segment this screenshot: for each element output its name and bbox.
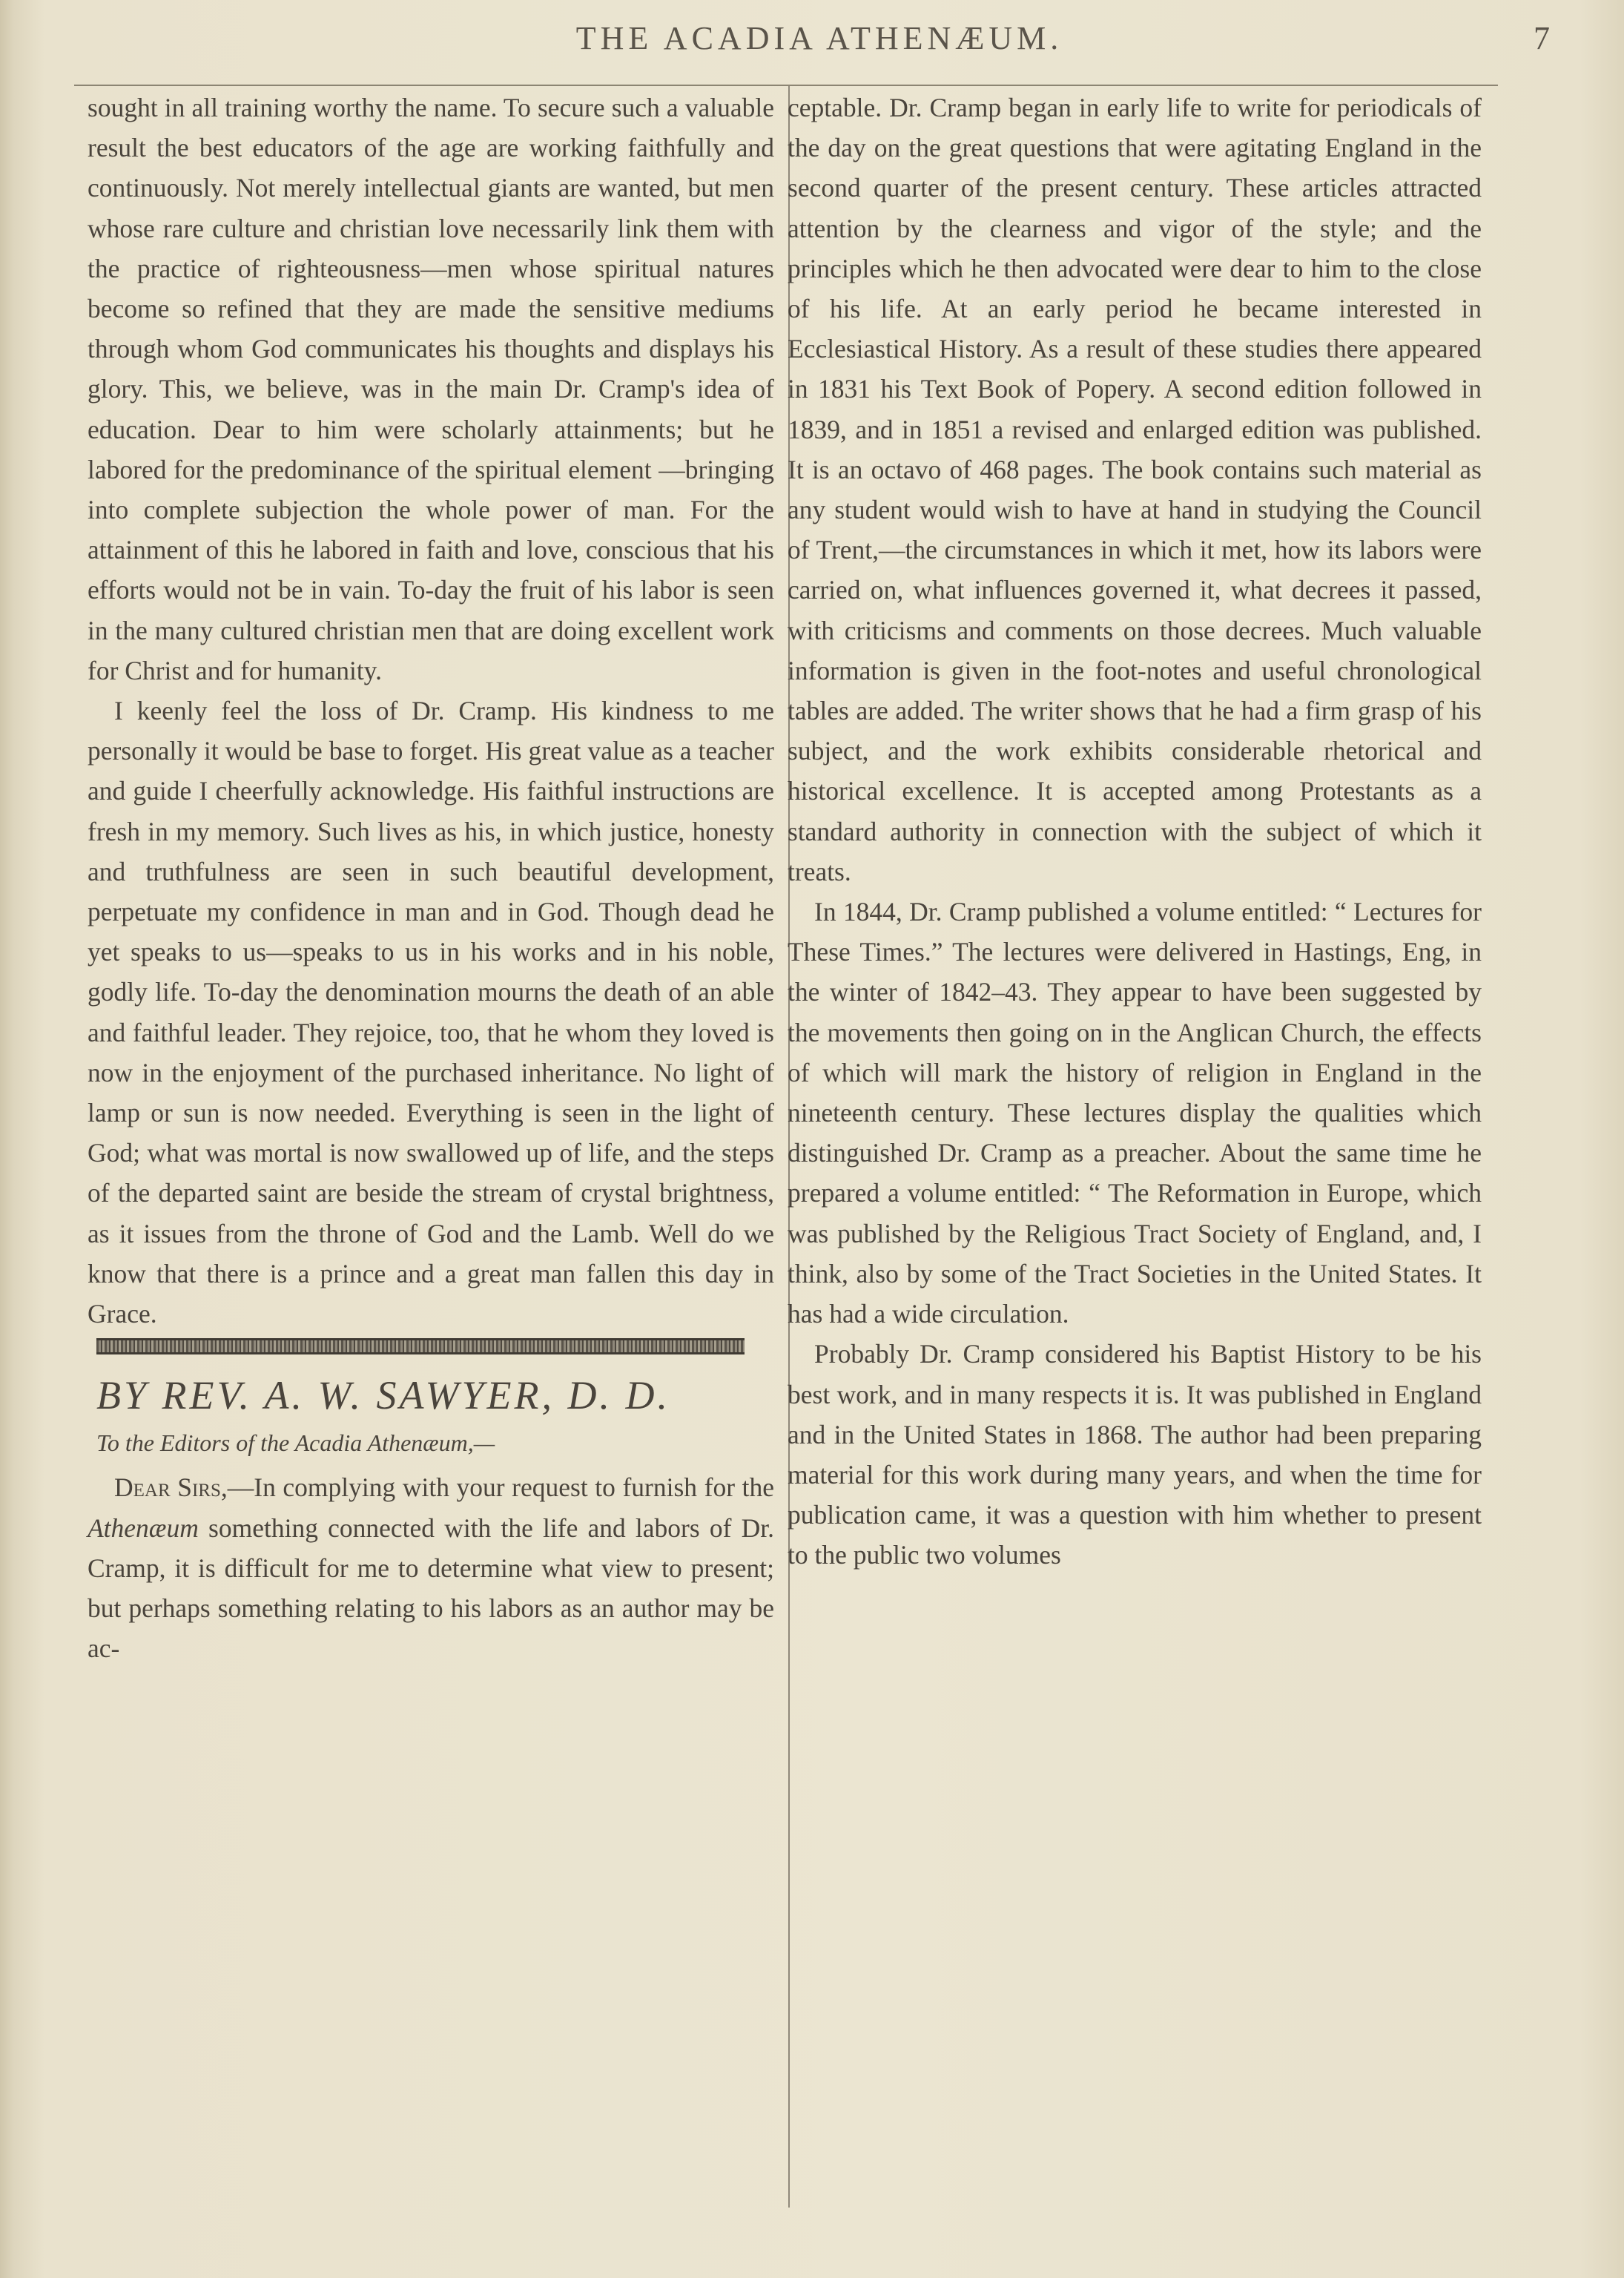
letter-salutation: To the Editors of the Acadia Athenæum,—	[96, 1429, 495, 1457]
article-byline: BY REV. A. W. SAWYER, D. D.	[96, 1373, 671, 1418]
left-column	[88, 88, 774, 1668]
left-paragraph-2: I keenly feel the loss of Dr. Cramp. His kindness to me personally it would be base to forget. His great value as a teacher and guide I cheerfully acknowledge. His faithful instructions are fresh in my memory. Such lives as his, in which justice, honesty and truthfulness are seen in such beautiful development, perpetuate my confidence in man and in God. Though dead he yet speaks to us—speaks to us in his works and in his noble, godly life. To-day the denomination mourns the death of an able and faithful leader. They rejoice, too, that he whom they loved is now in the enjoyment of the purchased inheritance. No light of lamp or sun is now needed. Everything is seen in the light of God; what was mortal is now swallowed up of life, and the steps of the departed saint are beside the stream of crystal brightness, as it issues from the throne of God and the Lamb. Well do we know that there is a prince and a great man fallen this day in Grace.	[88, 696, 774, 1329]
left-paragraph-3-text-a: —In complying with your request to furnish for the	[227, 1472, 774, 1503]
header-rule	[74, 85, 1498, 86]
ornamental-divider	[96, 1338, 745, 1354]
running-header	[67, 19, 1572, 64]
right-paragraph-2: In 1844, Dr. Cramp published a volume entitled: “ Lectures for These Times.” The lectures were delivered in Hastings, Eng, in the winter of 1842–43. They appear to have been suggested by the movements then going on in the Anglican Church, the effects of which will mark the history of religion in England in the nineteenth century. These lectures display the qualities which distinguished Dr. Cramp as a preacher. About the same time he prepared a volume entitled: “ The Reformation in Europe, which was published by the Religious Tract Society of England, and, I think, also by some of the Tract Societies in the United States. It has had a wide circulation.	[788, 897, 1482, 1329]
right-paragraph-3: Probably Dr. Cramp considered his Baptist History to be his best work, and in many respects it is. It was published in England and in the United States in 1868. The author had been preparing material for this work during many years, and when the time for publication came, it was a question with him whether to present to the public two volumes	[788, 1339, 1482, 1570]
left-paragraph-3-text-b: something connected with the life and labors of Dr. Cramp, it is difficult for me to determine what view to present; but perhaps something relating to his labors as an author may be ac-	[88, 1512, 774, 1664]
dear-sirs-lead: Dear Sirs,	[114, 1472, 228, 1503]
right-column	[788, 88, 1482, 1576]
right-paragraph-1: ceptable. Dr. Cramp began in early life to write for periodicals of the day on the great questions that were agitating England in the second quarter of the present century. These articles attracted attention by the clearness and vigor of the style; and the principles which he then advocated were dear to him to the close of his life. At an early period he became interested in Ecclesiastical History. As a result of these studies there appeared in 1831 his Text Book of Popery. A second edition followed in 1839, and in 1851 a revised and enlarged edition was published. It is an octavo of 468 pages. The book contains such material as any student would wish to have at hand in studying the Council of Trent,—the circumstances in which it met, how its labors were carried on, what influences governed it, what decrees it passed, with criticisms and comments on those decrees. Much valuable information is given in the foot-notes and useful chronological tables are added. The writer shows that he had a firm grasp of his subject, and the work exhibits considerable rhetorical and historical excellence. It is accepted among Protestants as a standard authority in connection with the subject of which it treats.	[788, 93, 1482, 886]
left-paragraph-1: sought in all training worthy the name. To secure such a valuable result the best educators of the age are working faithfully and continuously. Not merely intellectual giants are wanted, but men whose rare culture and christian love necessarily link them with the practice of righteousness—men whose spiritual natures become so refined that they are made the sensitive mediums through whom God communicates his thoughts and displays his glory. This, we believe, was in the main Dr. Cramp's idea of education. Dear to him were scholarly attainments; but he labored for the predominance of the spiritual element —bringing into complete subjection the whole power of man. For the attainment of this he labored in faith and love, conscious that his efforts would not be in vain. To-day the fruit of his labor is seen in the many cultured christian men that are doing excellent work for Christ and for humanity.	[88, 93, 774, 685]
athenaeum-italic: Athenæum	[88, 1512, 199, 1543]
left-paragraph-3	[88, 1467, 774, 1668]
page-number: 7	[1534, 20, 1550, 56]
journal-title: THE ACADIA ATHENÆUM.	[575, 20, 1063, 56]
